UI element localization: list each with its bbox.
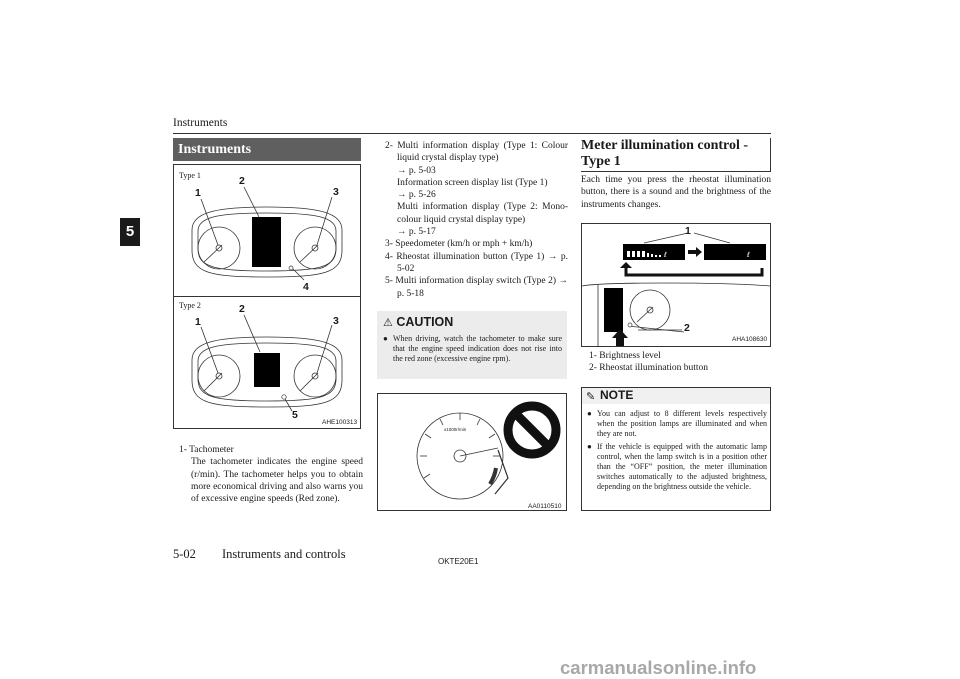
bullet-icon: ● <box>587 441 592 451</box>
list-column-2 <box>385 140 568 300</box>
footer-section-name: Instruments and controls <box>222 547 346 561</box>
caution-text <box>383 334 562 367</box>
header-rule <box>173 133 771 134</box>
item2-ref3: → p. 5-17 <box>397 227 436 238</box>
caution-heading <box>383 315 453 329</box>
meter-title-vline <box>770 138 771 171</box>
brightness-callout-1: 1 <box>685 225 691 237</box>
callout-5-type2: 5 <box>292 409 298 421</box>
callout-2-type1: 2 <box>239 175 245 187</box>
figure-divider <box>174 296 360 297</box>
type2-label: Type 2 <box>179 301 201 310</box>
brightness-list <box>589 350 708 375</box>
chapter-tab: 5 <box>120 218 140 246</box>
brightness-illustration <box>582 224 770 346</box>
item2-line1: 2- Multi information display (Type 1: Colour liquid crystal display type) <box>385 141 568 164</box>
footer-page-number: 5-02 <box>173 547 196 561</box>
note-pencil-icon: ✎ <box>586 391 596 403</box>
note-text <box>587 409 767 495</box>
item1-desc: The tachometer indicates the engine speed (r/min). The tachometer helps you to obtain more economical driving and also warns you of excessive engine speeds (Red zone). <box>191 457 363 505</box>
meter-intro: Each time you press the rheostat illumination button, there is a sound and the brightness of the instruments changes. <box>581 175 771 210</box>
brightness-item-1: 1- Brightness level <box>589 351 661 361</box>
figure2-code: AHA108630 <box>732 336 768 343</box>
tachometer-prohibition-figure <box>377 393 567 511</box>
brightness-item-2: 2- Rheostat illumination button <box>589 363 709 374</box>
brightness-figure <box>581 223 771 347</box>
type1-label: Type 1 <box>179 171 201 180</box>
figure3-code: AA0110510 <box>528 503 562 510</box>
bullet-icon: ● <box>587 409 592 418</box>
footer-doc-code: OKTE20E1 <box>438 557 479 566</box>
callout-2-type2: 2 <box>239 303 245 315</box>
svg-text:ℓ: ℓ <box>664 251 667 259</box>
bullet-icon: ● <box>383 334 388 343</box>
item4: 4- Rheostat illumination button (Type 1) → p. 5-02 <box>385 251 568 274</box>
caution-heading-text: CAUTION <box>396 315 454 329</box>
item2-ref2: → p. 5-26 <box>397 190 436 201</box>
section-banner: Instruments <box>173 138 361 161</box>
callout-1-type2: 1 <box>195 316 201 328</box>
item3: 3- Speedometer (km/h or mph + km/h) <box>385 239 533 250</box>
note-heading: NOTE <box>600 388 634 402</box>
tachometer-illustration <box>378 394 566 510</box>
svg-text:ℓ: ℓ <box>747 251 750 259</box>
item2-ref1: → p. 5-03 <box>397 165 436 176</box>
item2-line2: Information screen display list (Type 1) <box>397 177 548 188</box>
item5: 5- Multi information display switch (Type 2) → p. 5-18 <box>385 276 568 299</box>
item2-line3: Multi information display (Type 2: Mono-colour liquid crystal display type) <box>397 202 568 225</box>
figure1-code: AHE100313 <box>322 419 358 426</box>
callout-3-type1: 3 <box>333 186 339 198</box>
tachometer-dial-label: x1000r/min <box>444 427 467 432</box>
callout-4-type1: 4 <box>303 281 309 293</box>
callout-3-type2: 3 <box>333 315 339 327</box>
page-header-title: Instruments <box>173 117 228 129</box>
meter-section-title: Meter illumination control - Type 1 <box>581 138 749 169</box>
brightness-callout-2: 2 <box>684 322 690 334</box>
note-bullet-1: You can adjust to 8 different levels respectively when the position lamps are illuminated and when they are not. <box>597 409 767 439</box>
warning-triangle-icon: ⚠ <box>383 317 393 329</box>
caution-bullet: When driving, watch the tachometer to make sure that the engine speed indication does not rise into the red zone (excessive engine rpm). <box>393 334 562 364</box>
callout-1-type1: 1 <box>195 187 201 199</box>
list-item-tachometer <box>179 444 363 505</box>
item1-term: 1- Tachometer <box>179 445 234 455</box>
watermark: carmanualsonline.info <box>560 657 757 678</box>
note-bullet-2: If the vehicle is equipped with the automatic lamp control, when the lamp switch is in a position other than the “OFF” position, the meter illumination switches automatically to the adjusted brightness, depending on the brightness outside the vehicle. <box>597 441 767 492</box>
meter-title-rule <box>581 171 771 172</box>
